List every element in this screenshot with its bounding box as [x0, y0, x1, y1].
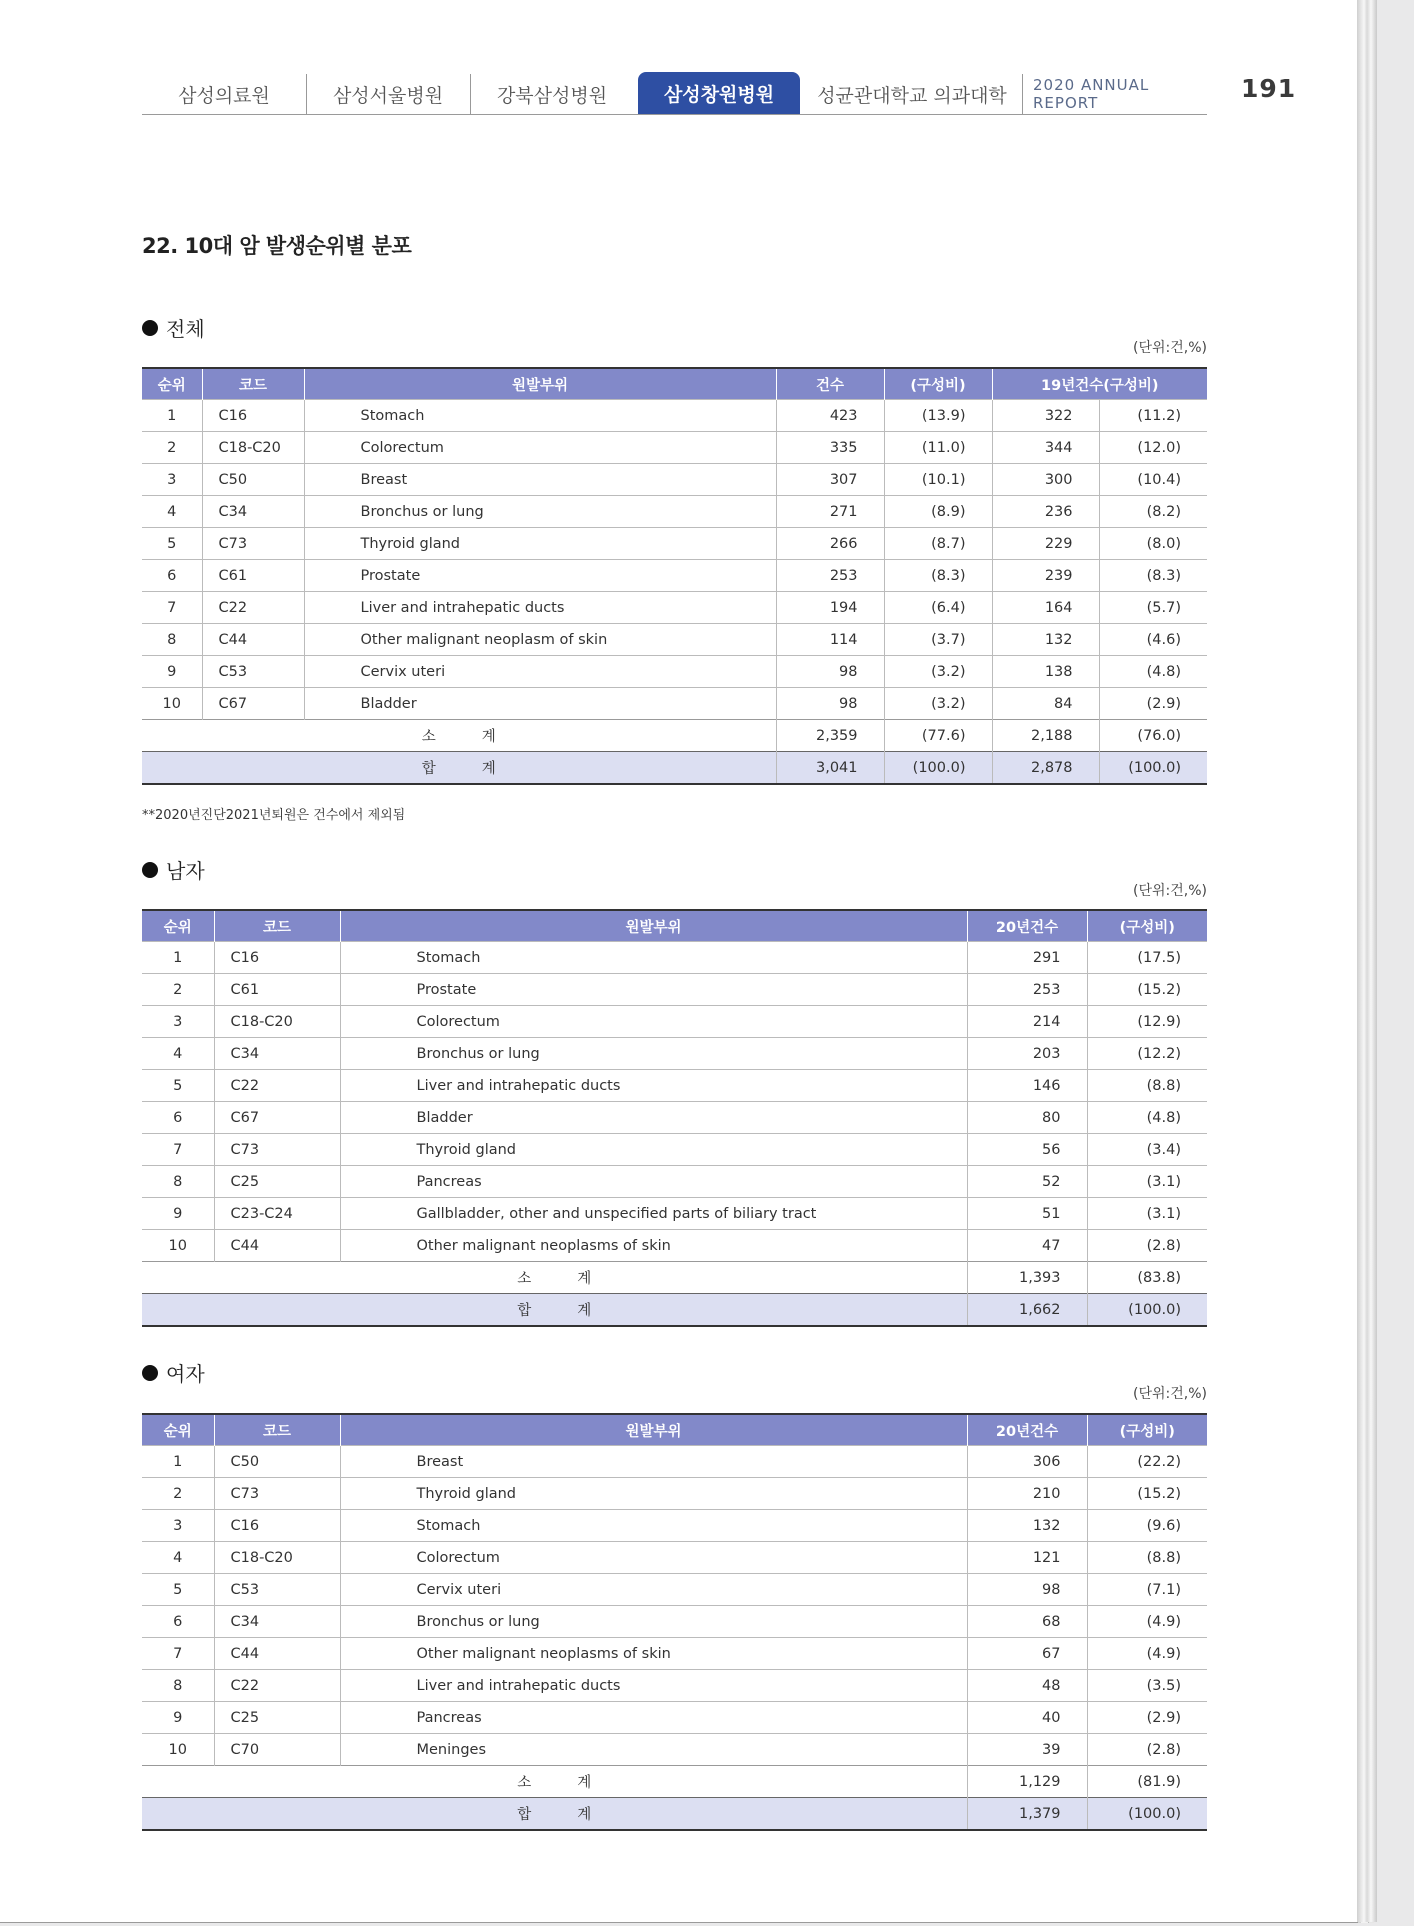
site-cell: Pancreas: [340, 1166, 967, 1198]
col-rank: 순위: [142, 1414, 214, 1446]
prev-ratio-cell: (10.4): [1099, 464, 1207, 496]
rank-cell: 1: [142, 942, 214, 974]
rank-cell: 5: [142, 528, 202, 560]
female-heading-text: 여자: [166, 1362, 205, 1386]
col-ratio: (구성비): [1087, 1414, 1207, 1446]
prev-count-cell: 239: [992, 560, 1099, 592]
subtotal-row: [142, 1766, 1207, 1798]
code-cell: C18-C20: [202, 432, 304, 464]
code-cell: C25: [214, 1702, 340, 1734]
table-row: [142, 1510, 1207, 1542]
count-cell: 98: [967, 1574, 1087, 1606]
unit-label: (단위:건,%): [1133, 883, 1207, 899]
grand-total-row-value: 1,379: [967, 1798, 1087, 1831]
footnote: **2020년진단2021년퇴원은 건수에서 제외됨: [142, 808, 406, 823]
table-row: [142, 1574, 1207, 1606]
count-cell: 266: [776, 528, 884, 560]
rank-cell: 7: [142, 1638, 214, 1670]
count-cell: 39: [967, 1734, 1087, 1766]
col-ratio: (구성비): [884, 368, 992, 400]
prev-count-cell: 322: [992, 400, 1099, 432]
col-code: 코드: [214, 910, 340, 942]
prev-count-cell: 344: [992, 432, 1099, 464]
grand-total-row: [142, 1798, 1207, 1831]
subtotal-row-value: (77.6): [884, 720, 992, 752]
rank-cell: 7: [142, 1134, 214, 1166]
code-cell: C61: [202, 560, 304, 592]
page-number: 191: [1241, 74, 1297, 103]
count-cell: 146: [967, 1070, 1087, 1102]
rank-cell: 9: [142, 1702, 214, 1734]
prev-count-cell: 138: [992, 656, 1099, 688]
subtotal-row: [142, 1262, 1207, 1294]
ratio-cell: (3.7): [884, 624, 992, 656]
table-row: [142, 1734, 1207, 1766]
total-heading: [142, 313, 205, 342]
table-row: [142, 1606, 1207, 1638]
table-row: [142, 1038, 1207, 1070]
prev-count-cell: 84: [992, 688, 1099, 720]
male-heading: [142, 855, 205, 884]
rank-cell: 5: [142, 1574, 214, 1606]
site-cell: Prostate: [304, 560, 776, 592]
count-cell: 210: [967, 1478, 1087, 1510]
site-cell: Liver and intrahepatic ducts: [304, 592, 776, 624]
female-heading: [142, 1358, 205, 1387]
tab-samsung-changwon-hospital[interactable]: 삼성창원병원: [638, 72, 800, 114]
subtotal-row-label: 소 계: [142, 1766, 967, 1798]
table-header-row: [142, 910, 1207, 942]
code-cell: C61: [214, 974, 340, 1006]
rank-cell: 8: [142, 624, 202, 656]
bullet-icon: [142, 1365, 158, 1381]
annual-report-label: 2020 ANNUAL REPORT: [1022, 74, 1207, 114]
prev-count-cell: 229: [992, 528, 1099, 560]
site-cell: Other malignant neoplasm of skin: [304, 624, 776, 656]
ratio-cell: (11.0): [884, 432, 992, 464]
code-cell: C22: [214, 1670, 340, 1702]
site-cell: Bronchus or lung: [304, 496, 776, 528]
code-cell: C25: [214, 1166, 340, 1198]
ratio-cell: (15.2): [1087, 974, 1207, 1006]
site-cell: Prostate: [340, 974, 967, 1006]
unit-label: (단위:건,%): [1133, 340, 1207, 356]
rank-cell: 6: [142, 1102, 214, 1134]
table-row: [142, 1446, 1207, 1478]
count-cell: 132: [967, 1510, 1087, 1542]
prev-ratio-cell: (2.9): [1099, 688, 1207, 720]
ratio-cell: (15.2): [1087, 1478, 1207, 1510]
table-row: [142, 1006, 1207, 1038]
count-cell: 335: [776, 432, 884, 464]
grand-total-row-value: (100.0): [1099, 752, 1207, 785]
ratio-cell: (4.8): [1087, 1102, 1207, 1134]
rank-cell: 10: [142, 1734, 214, 1766]
site-cell: Stomach: [340, 1510, 967, 1542]
table-row: [142, 1230, 1207, 1262]
grand-total-row-value: 3,041: [776, 752, 884, 785]
prev-count-cell: 132: [992, 624, 1099, 656]
count-cell: 423: [776, 400, 884, 432]
total-heading-text: 전체: [166, 317, 205, 341]
prev-ratio-cell: (5.7): [1099, 592, 1207, 624]
rank-cell: 3: [142, 1006, 214, 1038]
female-table-body: [142, 1446, 1207, 1831]
ratio-cell: (3.2): [884, 656, 992, 688]
code-cell: C16: [202, 400, 304, 432]
count-cell: 306: [967, 1446, 1087, 1478]
col-prev-year: 19년건수(구성비): [992, 368, 1207, 400]
grand-total-row-label: 합 계: [142, 752, 776, 785]
code-cell: C73: [214, 1478, 340, 1510]
site-cell: Stomach: [340, 942, 967, 974]
subtotal-row-value: 1,129: [967, 1766, 1087, 1798]
rank-cell: 4: [142, 496, 202, 528]
col-site: 원발부위: [304, 368, 776, 400]
count-cell: 80: [967, 1102, 1087, 1134]
code-cell: C50: [214, 1446, 340, 1478]
site-cell: Bladder: [340, 1102, 967, 1134]
site-cell: Gallbladder, other and unspecified parts of biliary tract: [340, 1198, 967, 1230]
prev-count-cell: 300: [992, 464, 1099, 496]
code-cell: C70: [214, 1734, 340, 1766]
count-cell: 253: [776, 560, 884, 592]
rank-cell: 1: [142, 400, 202, 432]
count-cell: 203: [967, 1038, 1087, 1070]
table-row: [142, 1638, 1207, 1670]
rank-cell: 8: [142, 1166, 214, 1198]
table-row: [142, 974, 1207, 1006]
page-stack-edge: [1357, 0, 1377, 1922]
site-cell: Thyroid gland: [304, 528, 776, 560]
count-cell: 40: [967, 1702, 1087, 1734]
site-cell: Bronchus or lung: [340, 1038, 967, 1070]
count-cell: 253: [967, 974, 1087, 1006]
col-site: 원발부위: [340, 1414, 967, 1446]
rank-cell: 9: [142, 1198, 214, 1230]
code-cell: C18-C20: [214, 1006, 340, 1038]
tab-skku-medicine[interactable]: 성균관대학교 의과대학: [817, 84, 1007, 107]
table-row: [142, 942, 1207, 974]
grand-total-row-label: 합 계: [142, 1294, 967, 1327]
ratio-cell: (10.1): [884, 464, 992, 496]
grand-total-row-value: (100.0): [1087, 1294, 1207, 1327]
grand-total-row-value: 2,878: [992, 752, 1099, 785]
count-cell: 214: [967, 1006, 1087, 1038]
prev-ratio-cell: (4.8): [1099, 656, 1207, 688]
prev-count-cell: 164: [992, 592, 1099, 624]
rank-cell: 2: [142, 1478, 214, 1510]
rank-cell: 9: [142, 656, 202, 688]
code-cell: C22: [202, 592, 304, 624]
prev-ratio-cell: (8.2): [1099, 496, 1207, 528]
tab-samsung-seoul-hospital[interactable]: 삼성서울병원: [306, 74, 471, 114]
site-cell: Cervix uteri: [340, 1574, 967, 1606]
grand-total-row-label: 합 계: [142, 1798, 967, 1831]
count-cell: 121: [967, 1542, 1087, 1574]
count-cell: 67: [967, 1638, 1087, 1670]
rank-cell: 6: [142, 1606, 214, 1638]
ratio-cell: (8.8): [1087, 1070, 1207, 1102]
col-ratio: (구성비): [1087, 910, 1207, 942]
site-cell: Liver and intrahepatic ducts: [340, 1670, 967, 1702]
table-row: [142, 1166, 1207, 1198]
col-site: 원발부위: [340, 910, 967, 942]
site-cell: Cervix uteri: [304, 656, 776, 688]
site-cell: Other malignant neoplasms of skin: [340, 1230, 967, 1262]
table-row: [142, 432, 1207, 464]
subtotal-row-label: 소 계: [142, 1262, 967, 1294]
table-row: [142, 688, 1207, 720]
total-table-body: [142, 400, 1207, 785]
grand-total-row-value: (100.0): [1087, 1798, 1207, 1831]
table-row: [142, 464, 1207, 496]
rank-cell: 10: [142, 688, 202, 720]
code-cell: C44: [214, 1230, 340, 1262]
ratio-cell: (4.9): [1087, 1606, 1207, 1638]
count-cell: 291: [967, 942, 1087, 974]
ratio-cell: (8.3): [884, 560, 992, 592]
site-cell: Colorectum: [340, 1006, 967, 1038]
table-row: [142, 1478, 1207, 1510]
table-row: [142, 1070, 1207, 1102]
ratio-cell: (2.8): [1087, 1230, 1207, 1262]
count-cell: 52: [967, 1166, 1087, 1198]
grand-total-row-value: 1,662: [967, 1294, 1087, 1327]
table-row: [142, 528, 1207, 560]
col-code: 코드: [202, 368, 304, 400]
subtotal-row-label: 소 계: [142, 720, 776, 752]
grand-total-row: [142, 752, 1207, 785]
rank-cell: 8: [142, 1670, 214, 1702]
site-cell: Stomach: [304, 400, 776, 432]
report-header: [142, 70, 1207, 115]
rank-cell: 4: [142, 1038, 214, 1070]
count-cell: 56: [967, 1134, 1087, 1166]
col-rank: 순위: [142, 910, 214, 942]
rank-cell: 3: [142, 1510, 214, 1542]
site-cell: Colorectum: [340, 1542, 967, 1574]
rank-cell: 1: [142, 1446, 214, 1478]
subtotal-row-value: 2,188: [992, 720, 1099, 752]
tab-kangbuk-samsung-hospital[interactable]: 강북삼성병원: [496, 84, 608, 107]
table-row: [142, 400, 1207, 432]
grand-total-row-value: (100.0): [884, 752, 992, 785]
prev-count-cell: 236: [992, 496, 1099, 528]
count-cell: 271: [776, 496, 884, 528]
site-cell: Thyroid gland: [340, 1134, 967, 1166]
ratio-cell: (3.5): [1087, 1670, 1207, 1702]
site-cell: Thyroid gland: [340, 1478, 967, 1510]
subtotal-row-value: (83.8): [1087, 1262, 1207, 1294]
prev-ratio-cell: (11.2): [1099, 400, 1207, 432]
code-cell: C22: [214, 1070, 340, 1102]
code-cell: C44: [202, 624, 304, 656]
site-cell: Breast: [304, 464, 776, 496]
rank-cell: 10: [142, 1230, 214, 1262]
subtotal-row-value: 1,393: [967, 1262, 1087, 1294]
grand-total-row: [142, 1294, 1207, 1327]
code-cell: C18-C20: [214, 1542, 340, 1574]
code-cell: C53: [202, 656, 304, 688]
count-cell: 194: [776, 592, 884, 624]
code-cell: C50: [202, 464, 304, 496]
table-row: [142, 560, 1207, 592]
table-header-row: [142, 1414, 1207, 1446]
site-cell: Bladder: [304, 688, 776, 720]
ratio-cell: (3.1): [1087, 1166, 1207, 1198]
col-count: 건수: [776, 368, 884, 400]
ratio-cell: (2.9): [1087, 1702, 1207, 1734]
site-cell: Pancreas: [340, 1702, 967, 1734]
code-cell: C16: [214, 942, 340, 974]
ratio-cell: (12.2): [1087, 1038, 1207, 1070]
site-cell: Other malignant neoplasms of skin: [340, 1638, 967, 1670]
male-heading-text: 남자: [166, 859, 205, 883]
site-cell: Meninges: [340, 1734, 967, 1766]
col-code: 코드: [214, 1414, 340, 1446]
ratio-cell: (3.1): [1087, 1198, 1207, 1230]
col-rank: 순위: [142, 368, 202, 400]
table-row: [142, 1102, 1207, 1134]
code-cell: C34: [214, 1038, 340, 1070]
prev-ratio-cell: (4.6): [1099, 624, 1207, 656]
rank-cell: 6: [142, 560, 202, 592]
code-cell: C73: [214, 1134, 340, 1166]
ratio-cell: (13.9): [884, 400, 992, 432]
ratio-cell: (8.7): [884, 528, 992, 560]
site-cell: Breast: [340, 1446, 967, 1478]
count-cell: 48: [967, 1670, 1087, 1702]
table-row: [142, 1670, 1207, 1702]
subtotal-row-value: 2,359: [776, 720, 884, 752]
count-cell: 114: [776, 624, 884, 656]
table-header-row: [142, 368, 1207, 400]
code-cell: C44: [214, 1638, 340, 1670]
table-row: [142, 1702, 1207, 1734]
unit-label: (단위:건,%): [1133, 1386, 1207, 1402]
site-cell: Liver and intrahepatic ducts: [340, 1070, 967, 1102]
ratio-cell: (6.4): [884, 592, 992, 624]
subtotal-row: [142, 720, 1207, 752]
ratio-cell: (8.9): [884, 496, 992, 528]
site-cell: Bronchus or lung: [340, 1606, 967, 1638]
ratio-cell: (3.2): [884, 688, 992, 720]
ratio-cell: (2.8): [1087, 1734, 1207, 1766]
col-count: 20년건수: [967, 910, 1087, 942]
rank-cell: 5: [142, 1070, 214, 1102]
table-row: [142, 1198, 1207, 1230]
total-table: [142, 367, 1207, 785]
rank-cell: 2: [142, 432, 202, 464]
prev-ratio-cell: (8.0): [1099, 528, 1207, 560]
table-row: [142, 624, 1207, 656]
table-row: [142, 1542, 1207, 1574]
table-row: [142, 656, 1207, 688]
tab-samsung-medical-center[interactable]: 삼성의료원: [142, 74, 307, 114]
ratio-cell: (9.6): [1087, 1510, 1207, 1542]
ratio-cell: (7.1): [1087, 1574, 1207, 1606]
rank-cell: 7: [142, 592, 202, 624]
subtotal-row-value: (81.9): [1087, 1766, 1207, 1798]
female-table: [142, 1413, 1207, 1831]
code-cell: C23-C24: [214, 1198, 340, 1230]
table-row: [142, 592, 1207, 624]
rank-cell: 2: [142, 974, 214, 1006]
ratio-cell: (17.5): [1087, 942, 1207, 974]
male-table: [142, 909, 1207, 1327]
ratio-cell: (8.8): [1087, 1542, 1207, 1574]
rank-cell: 4: [142, 1542, 214, 1574]
col-count: 20년건수: [967, 1414, 1087, 1446]
count-cell: 307: [776, 464, 884, 496]
bullet-icon: [142, 862, 158, 878]
ratio-cell: (3.4): [1087, 1134, 1207, 1166]
subtotal-row-value: (76.0): [1099, 720, 1207, 752]
count-cell: 47: [967, 1230, 1087, 1262]
code-cell: C16: [214, 1510, 340, 1542]
count-cell: 68: [967, 1606, 1087, 1638]
prev-ratio-cell: (8.3): [1099, 560, 1207, 592]
count-cell: 98: [776, 656, 884, 688]
code-cell: C67: [214, 1102, 340, 1134]
code-cell: C73: [202, 528, 304, 560]
code-cell: C34: [202, 496, 304, 528]
count-cell: 51: [967, 1198, 1087, 1230]
code-cell: C53: [214, 1574, 340, 1606]
code-cell: C67: [202, 688, 304, 720]
table-row: [142, 1134, 1207, 1166]
ratio-cell: (22.2): [1087, 1446, 1207, 1478]
site-cell: Colorectum: [304, 432, 776, 464]
rank-cell: 3: [142, 464, 202, 496]
bullet-icon: [142, 320, 158, 336]
code-cell: C34: [214, 1606, 340, 1638]
prev-ratio-cell: (12.0): [1099, 432, 1207, 464]
table-row: [142, 496, 1207, 528]
male-table-body: [142, 942, 1207, 1327]
ratio-cell: (12.9): [1087, 1006, 1207, 1038]
count-cell: 98: [776, 688, 884, 720]
ratio-cell: (4.9): [1087, 1638, 1207, 1670]
section-title: 22. 10대 암 발생순위별 분포: [142, 234, 412, 258]
